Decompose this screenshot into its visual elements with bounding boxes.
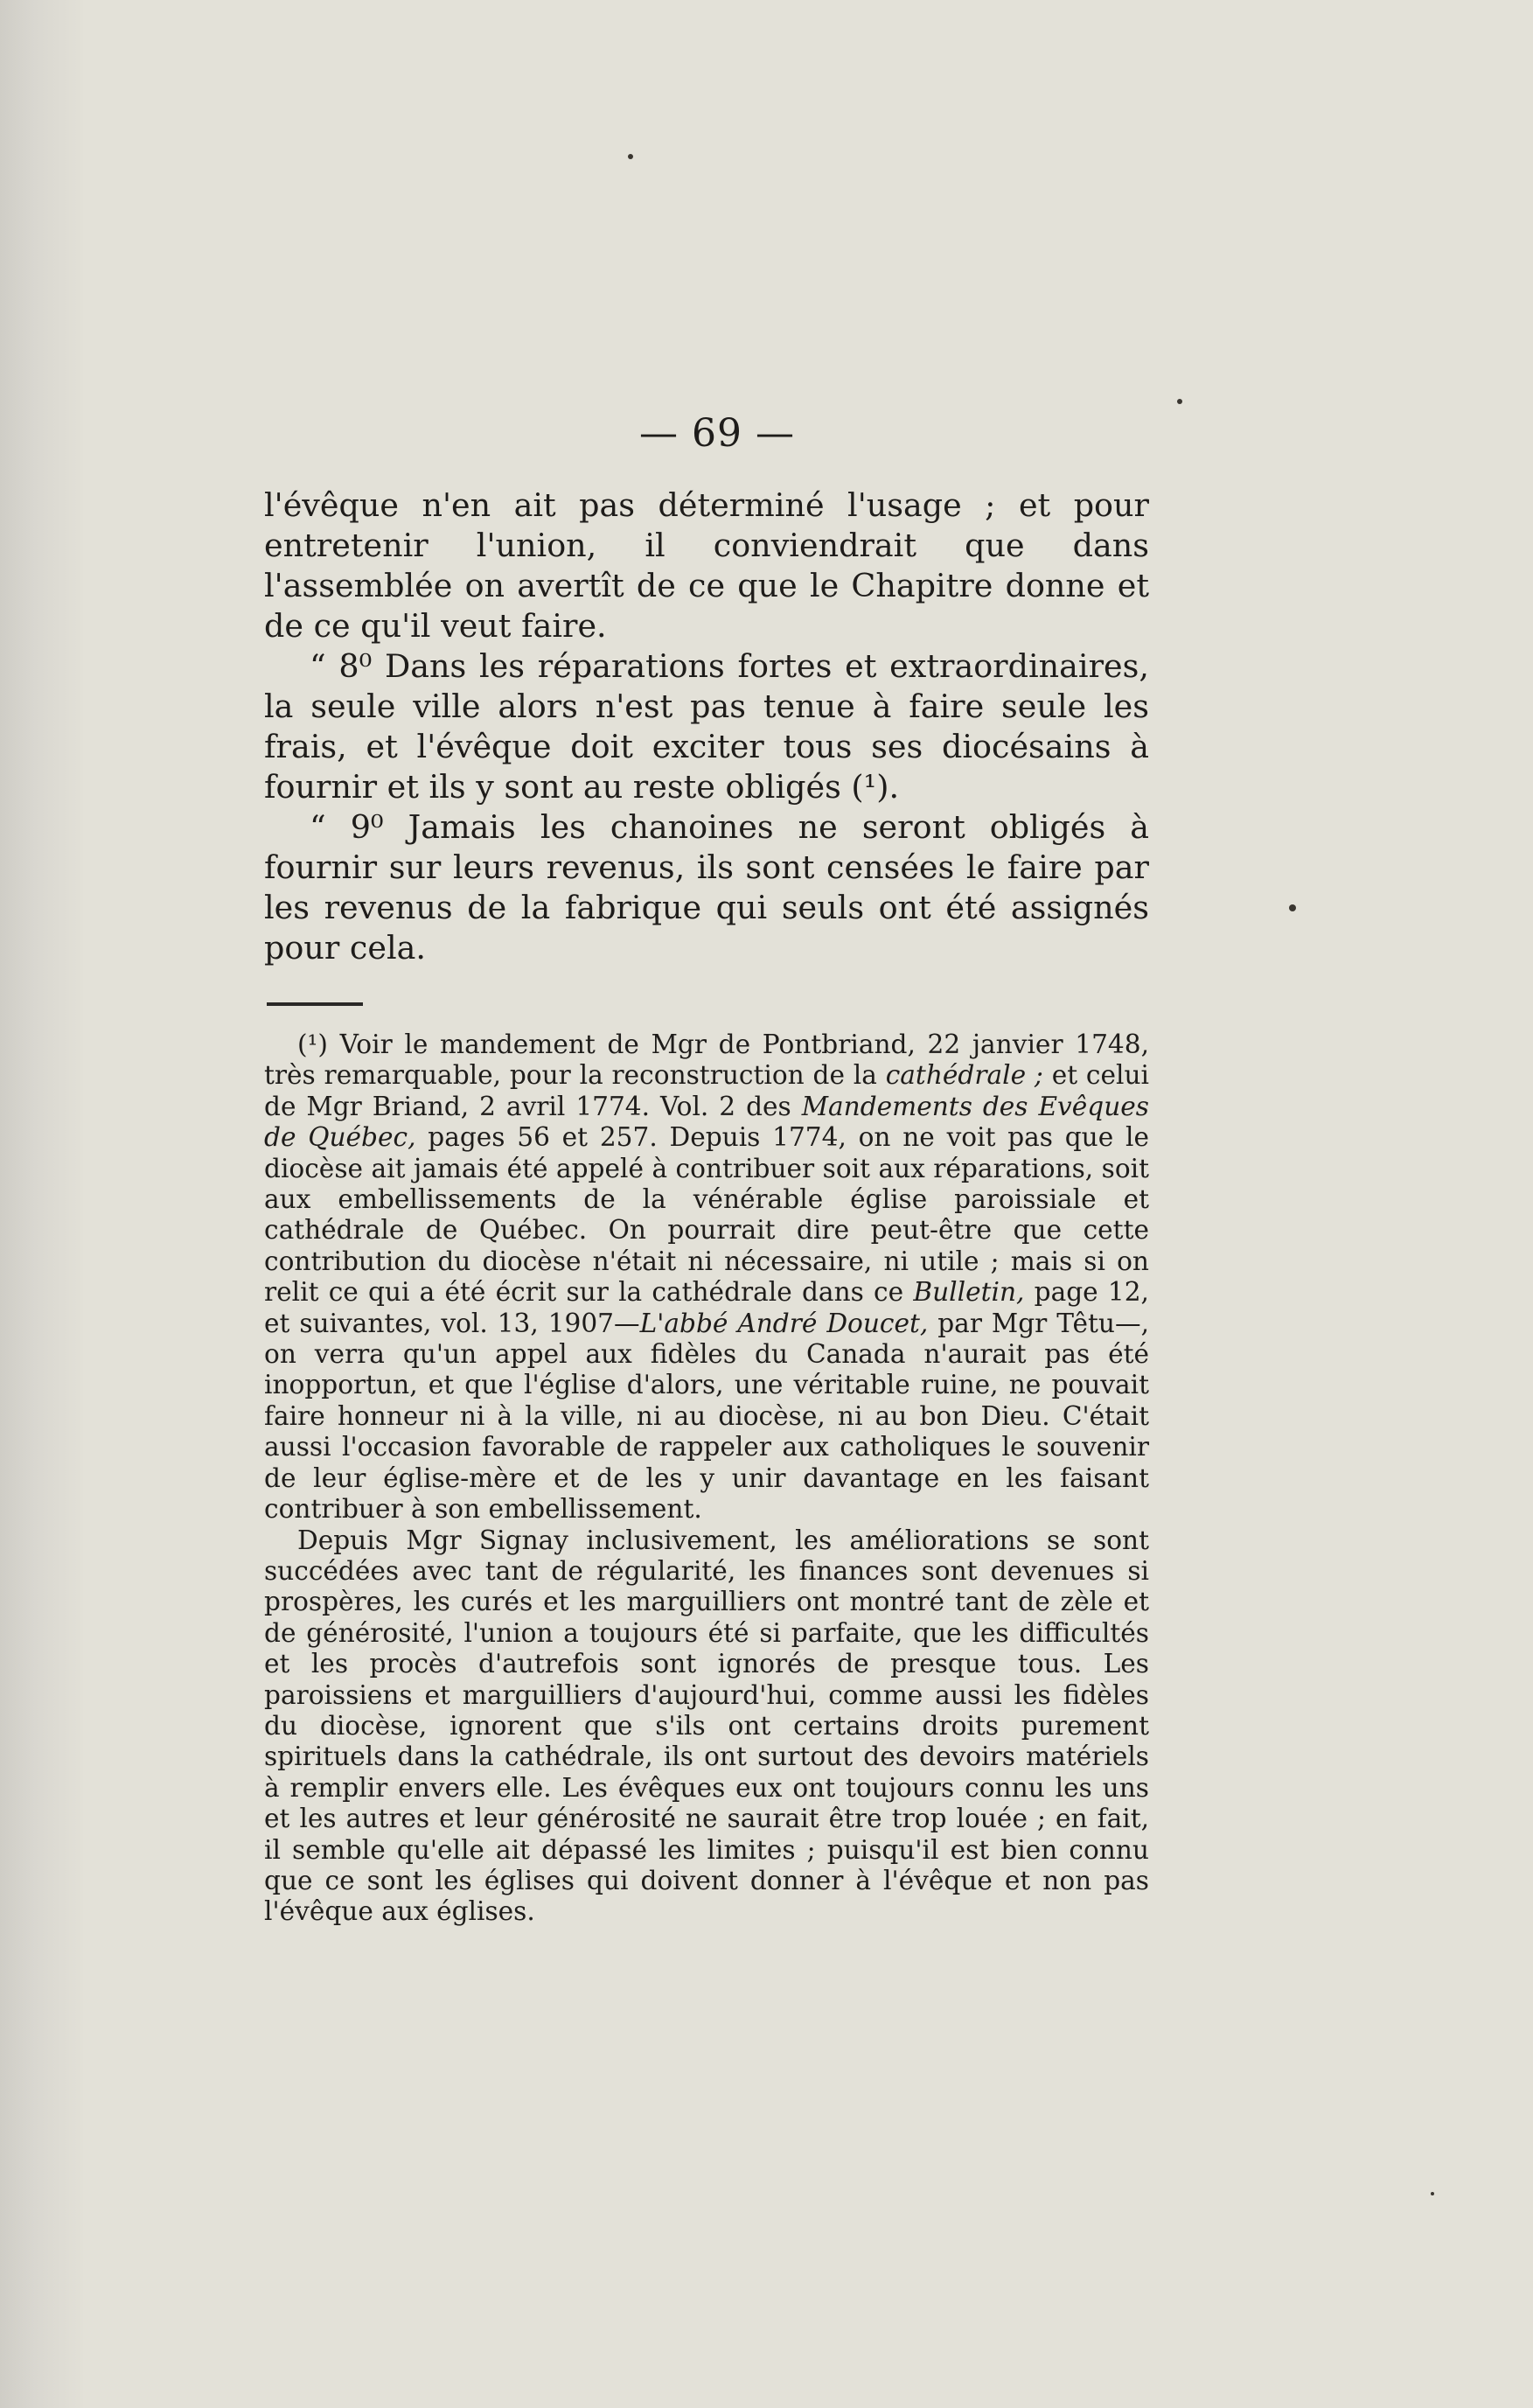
italic-term: cathédrale ; xyxy=(885,1060,1043,1091)
book-gutter-shadow xyxy=(0,0,83,2408)
footnote-text: page 12, et suivantes, vol. 13, 1907— xyxy=(264,1277,1149,1338)
footnote-paragraph xyxy=(264,1030,1149,1525)
main-text xyxy=(264,485,1149,968)
footnote-text: Voir le mandement de Mgr de Pontbriand, 22 janvier 1748, très remarquable, pour la reconstruction de la xyxy=(264,1030,1149,1091)
scan-speck xyxy=(1431,2192,1434,2195)
paragraph: “ 9⁰ Jamais les chanoines ne seront obligés à fournir sur leurs revenus, ils sont censées le faire par les revenus de la fabrique qui seuls ont été assignés pour cela. xyxy=(264,808,1149,967)
italic-title: Bulletin, xyxy=(913,1277,1025,1308)
footnote-text: par Mgr Têtu—, on verra qu'un appel aux fidèles du Canada n'aurait pas été inopportun, et que l'église d'alors, une véritable ruine, ne pouvait faire honneur ni à la ville, ni au diocèse, ni au bon Dieu. C'était aussi l'occasion favorable de rappeler aux catholiques le souvenir de leur église-mère et de les y unir davantage en les faisant contribuer à son embellissement. xyxy=(264,1308,1149,1525)
footnote-paragraph: Depuis Mgr Signay inclusivement, les améliorations se sont succédées avec tant de régularité, les finances sont devenues si prospères, les curés et les marguilliers ont montré tant de zèle et de générosité, l'union a toujours été si parfaite, que les difficultés et les procès d'autrefois sont ignorés de presque tous. Les paroissiens et marguilliers d'aujourd'hui, comme aussi les fidèles du diocèse, ignorent que s'ils ont certains droits purement spirituels dans la cathédrale, ils ont surtout des devoirs matériels à remplir envers elle. Les évêques eux ont toujours connu les uns et les autres et leur générosité ne saurait être trop louée ; en fait, il semble qu'elle ait dépassé les limites ; puisqu'il est bien connu que ce sont les églises qui doivent donner à l'évêque et non pas l'évêque aux églises. xyxy=(264,1525,1149,1927)
footnote-separator xyxy=(267,1002,363,1006)
footnote-text: et celui de Mgr Briand, 2 avril 1774. Vol. 2 des xyxy=(264,1060,1149,1121)
footnote-text: pages 56 et 257. Depuis 1774, on ne voit pas que le diocèse ait jamais été appelé à contribuer soit aux réparations, soit aux embellissements de la vénérable église paroissiale et cathédrale de Québec. On pourrait dire peut-être que cette contribution du diocèse n'était ni nécessaire, ni utile ; mais si on relit ce qui a été écrit sur la cathédrale dans ce xyxy=(264,1122,1149,1308)
scan-speck xyxy=(1289,904,1296,911)
italic-title: L'abbé André Doucet, xyxy=(639,1308,929,1338)
page-number: — 69 — xyxy=(639,411,795,456)
paragraph: “ 8⁰ Dans les réparations fortes et extraordinaires, la seule ville alors n'est pas tenue à faire seule les frais, et l'évêque doit exciter tous ses diocésains à fournir et ils y sont au reste obligés (¹). xyxy=(264,647,1149,806)
footnotes xyxy=(264,1030,1149,1928)
italic-title: Mandements des Evêques de Québec, xyxy=(264,1091,1149,1153)
footnote-mark: (¹) xyxy=(297,1030,328,1059)
scan-speck xyxy=(628,154,633,159)
scan-speck xyxy=(1177,399,1182,404)
paragraph: l'évêque n'en ait pas déterminé l'usage ; et pour entretenir l'union, il conviendrait que dans l'assemblée on avertît de ce que le Chapitre donne et de ce qu'il veut faire. xyxy=(264,486,1149,645)
